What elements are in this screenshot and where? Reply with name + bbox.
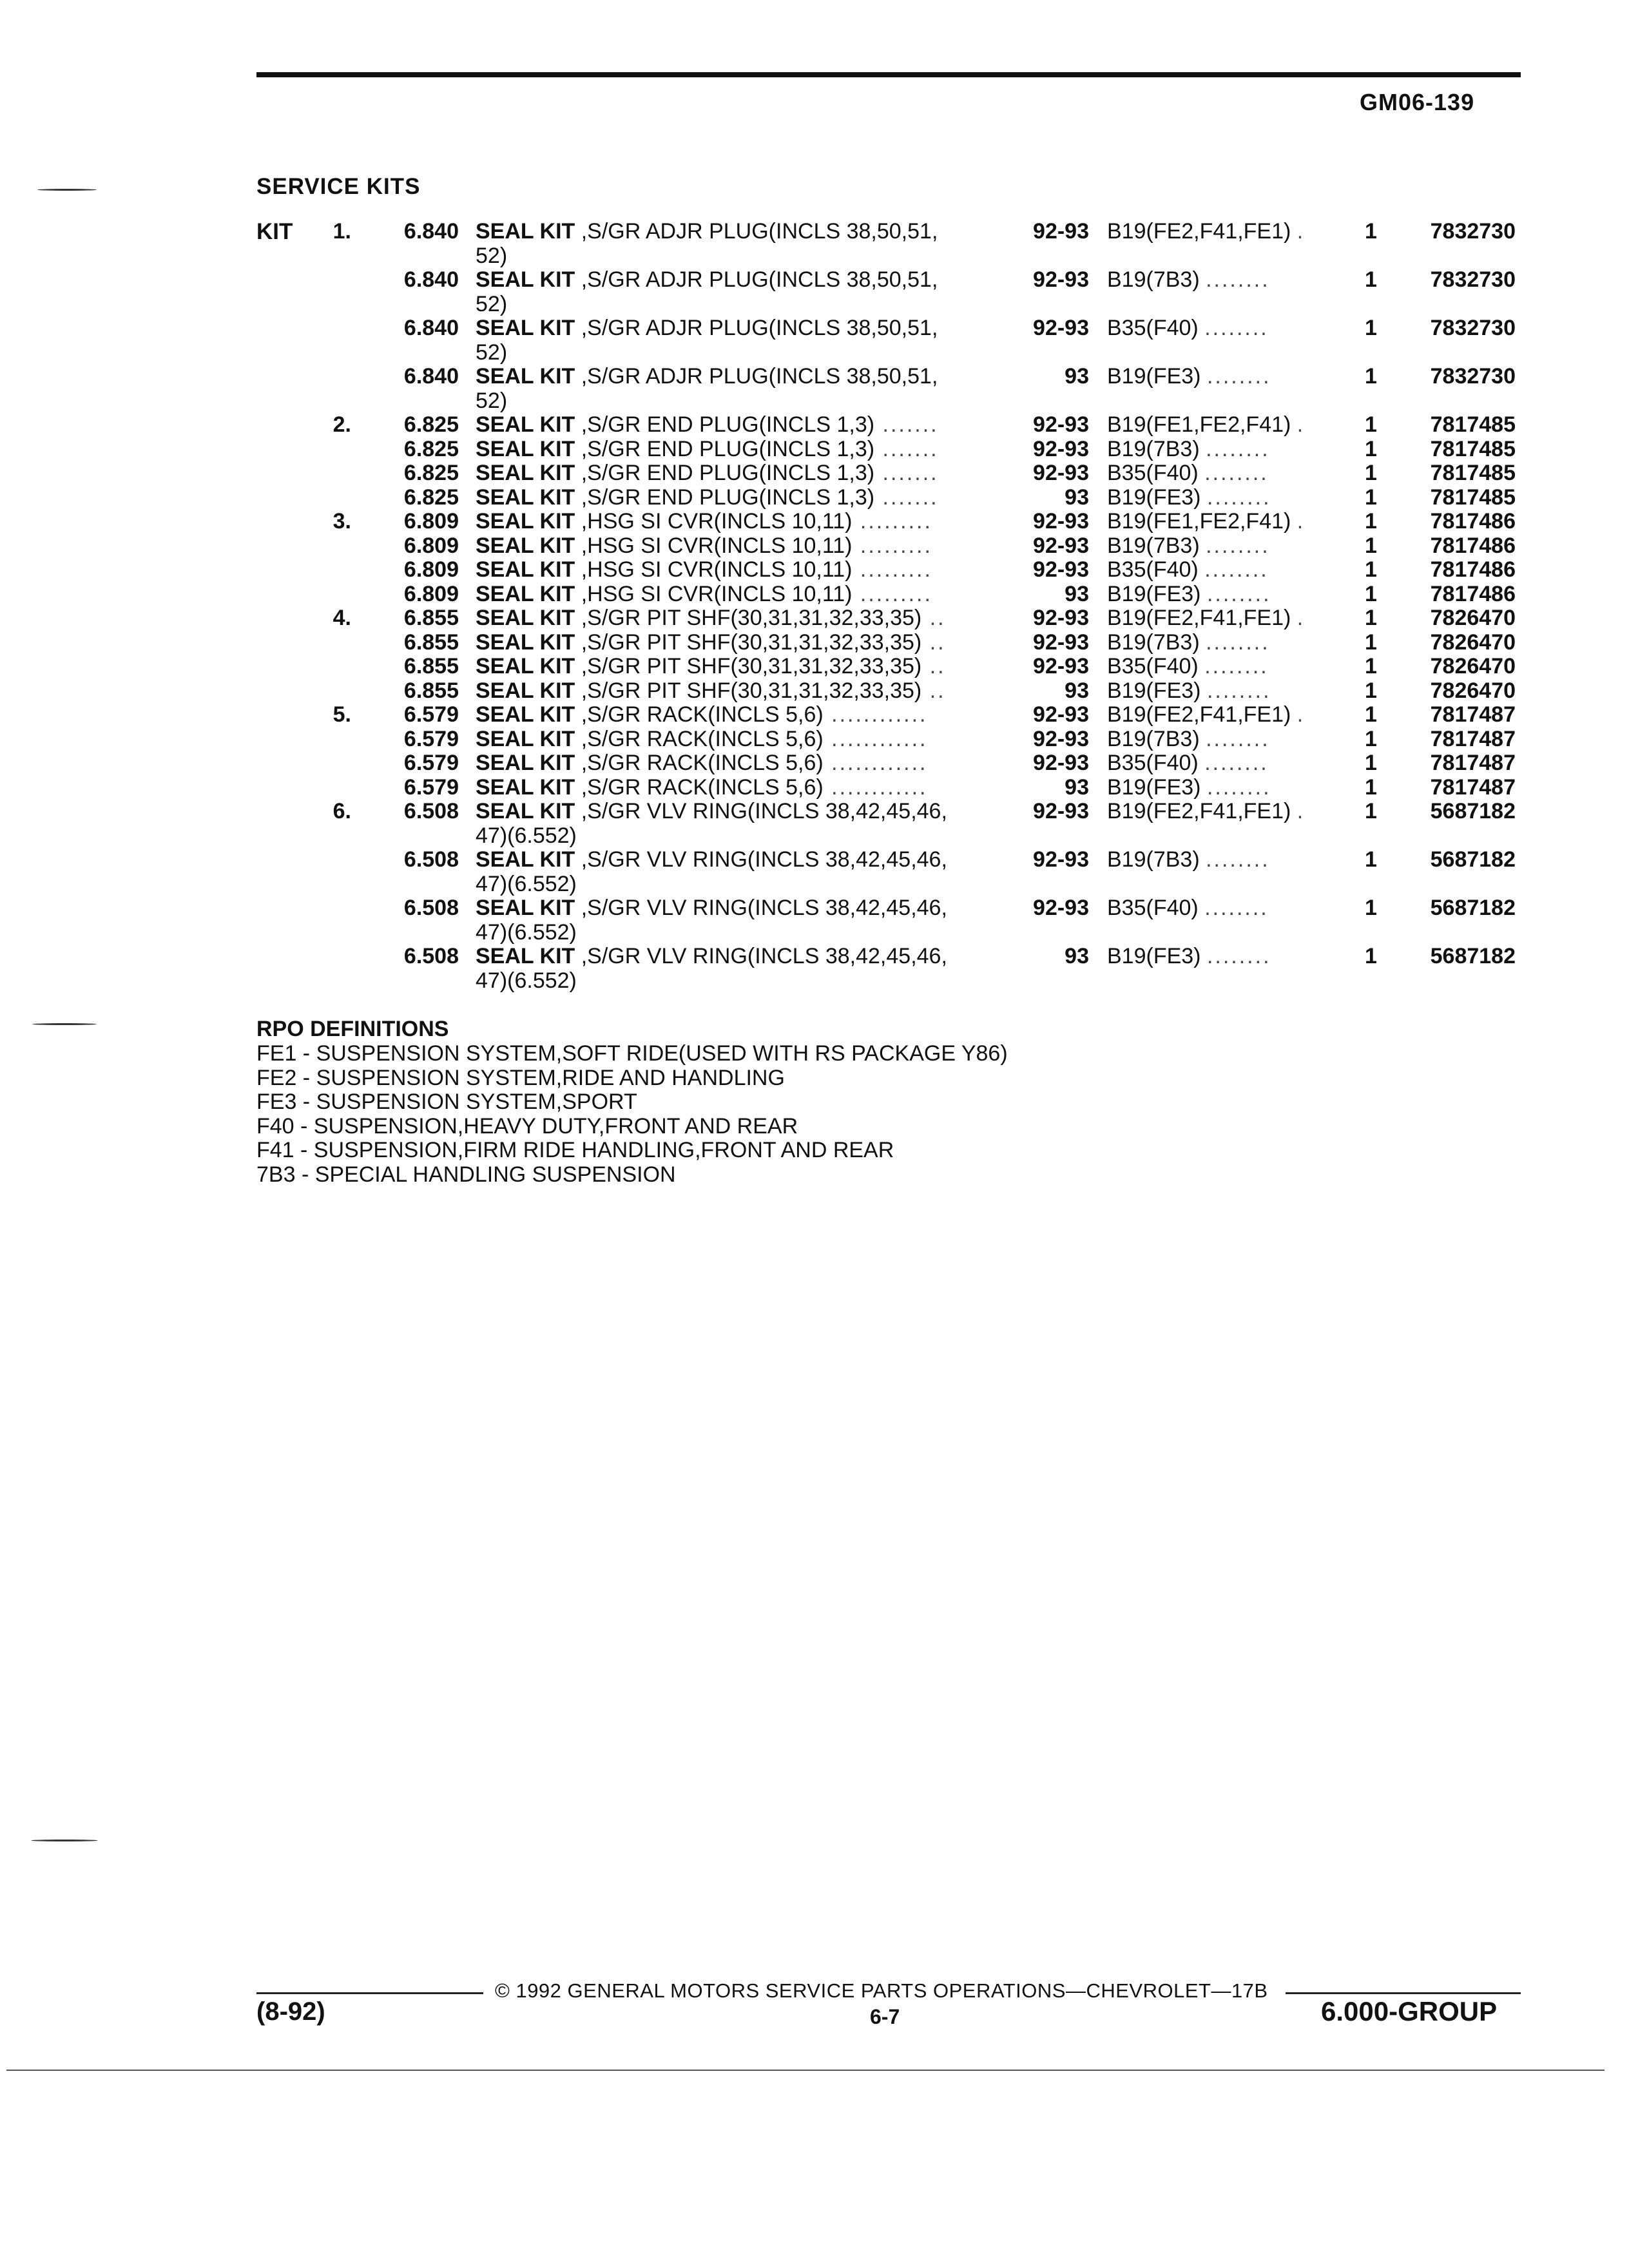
part-description: SEAL KIT ,S/GR RACK(INCLS 5,6) ............	[476, 751, 928, 775]
quantity: 1	[1365, 678, 1377, 703]
table-row	[0, 799, 1629, 848]
part-number: 7826470	[1430, 654, 1516, 678]
part-number: 7817486	[1430, 509, 1516, 533]
usage-model: B19(FE2,F41,FE1) .	[1107, 606, 1306, 630]
part-number: 7832730	[1430, 219, 1516, 244]
model-years: 92-93	[1033, 412, 1089, 437]
rpo-line: FE3 - SUSPENSION SYSTEM,SPORT	[256, 1090, 637, 1114]
quantity: 1	[1365, 774, 1377, 800]
quantity: 1	[1365, 461, 1377, 485]
quantity: 1	[1365, 629, 1377, 655]
kit-item-number: 4.	[333, 606, 351, 630]
kit-item-number: 6.	[333, 799, 351, 823]
quantity: 1	[1365, 654, 1377, 678]
part-number: 7817486	[1430, 557, 1516, 582]
part-number: 7817487	[1430, 751, 1516, 775]
model-years: 92-93	[1033, 509, 1089, 533]
model-years: 92-93	[1033, 267, 1089, 292]
table-row	[0, 847, 1629, 896]
table-row	[0, 702, 1629, 727]
table-row	[0, 509, 1629, 533]
quantity: 1	[1365, 944, 1377, 968]
group-code: 6.809	[403, 581, 459, 606]
footer-page-number: 6-7	[870, 2005, 900, 2028]
part-number: 7826470	[1430, 606, 1516, 630]
model-years: 93	[1065, 485, 1089, 510]
part-description: SEAL KIT ,HSG SI CVR(INCLS 10,11) .........	[476, 557, 932, 582]
quantity: 1	[1365, 219, 1377, 244]
part-number: 7817485	[1430, 485, 1516, 510]
usage-model: B35(F40) ........	[1107, 557, 1269, 582]
model-years: 92-93	[1033, 847, 1089, 872]
group-code: 6.508	[403, 944, 459, 968]
model-years: 92-93	[1033, 436, 1089, 461]
part-description: SEAL KIT ,S/GR PIT SHF(30,31,31,32,33,35) ..	[476, 606, 946, 630]
footer-rule-right	[1286, 1992, 1521, 1994]
rpo-line: FE2 - SUSPENSION SYSTEM,RIDE AND HANDLING	[256, 1065, 785, 1090]
footer-rule-left	[256, 1992, 483, 1994]
model-years: 92-93	[1033, 751, 1089, 775]
group-code: 6.825	[403, 461, 459, 485]
kit-item-number: 5.	[333, 702, 351, 727]
kit-label: KIT	[256, 219, 293, 244]
table-row	[0, 678, 1629, 703]
usage-model: B19(FE3) ........	[1107, 774, 1271, 800]
part-number: 7832730	[1430, 364, 1516, 389]
model-years: 92-93	[1033, 654, 1089, 678]
part-description: SEAL KIT ,S/GR ADJR PLUG(INCLS 38,50,51, 52)	[476, 316, 938, 365]
part-number: 7817485	[1430, 461, 1516, 485]
table-row	[0, 557, 1629, 582]
table-row	[0, 485, 1629, 510]
model-years: 92-93	[1033, 461, 1089, 485]
section-title: SERVICE KITS	[256, 174, 421, 199]
part-description: SEAL KIT ,S/GR PIT SHF(30,31,31,32,33,35) ..	[476, 629, 946, 655]
usage-model: B19(FE2,F41,FE1) .	[1107, 219, 1306, 244]
quantity: 1	[1365, 557, 1377, 582]
table-row	[0, 727, 1629, 751]
footer-date: (8-92)	[256, 1997, 325, 2026]
part-description: SEAL KIT ,S/GR END PLUG(INCLS 1,3) .......	[476, 436, 939, 461]
usage-model: B19(FE3) ........	[1107, 678, 1271, 703]
part-description: SEAL KIT ,S/GR VLV RING(INCLS 38,42,45,46, 47)(6.552)	[476, 944, 947, 993]
table-row	[0, 437, 1629, 461]
rpo-line: F40 - SUSPENSION,HEAVY DUTY,FRONT AND REAR	[256, 1113, 798, 1139]
quantity: 1	[1365, 485, 1377, 510]
quantity: 1	[1365, 896, 1377, 920]
model-years: 92-93	[1033, 557, 1089, 582]
quantity: 1	[1365, 751, 1377, 775]
model-years: 92-93	[1033, 726, 1089, 751]
part-description: SEAL KIT ,S/GR END PLUG(INCLS 1,3) .......	[476, 485, 939, 510]
table-row	[0, 751, 1629, 775]
model-years: 92-93	[1033, 896, 1089, 920]
part-number: 5687182	[1430, 896, 1516, 920]
part-description: SEAL KIT ,S/GR ADJR PLUG(INCLS 38,50,51, 52)	[476, 364, 938, 413]
part-number: 7817485	[1430, 436, 1516, 461]
table-row	[0, 944, 1629, 993]
part-number: 7817486	[1430, 533, 1516, 558]
usage-model: B19(FE2,F41,FE1) .	[1107, 702, 1306, 727]
table-row	[0, 630, 1629, 655]
group-code: 6.809	[403, 509, 459, 533]
table-row	[0, 582, 1629, 606]
rpo-line: F41 - SUSPENSION,FIRM RIDE HANDLING,FRONT AND REAR	[256, 1138, 894, 1162]
quantity: 1	[1365, 509, 1377, 533]
model-years: 93	[1065, 581, 1089, 606]
quantity: 1	[1365, 316, 1377, 340]
part-description: SEAL KIT ,HSG SI CVR(INCLS 10,11) .........	[476, 581, 932, 606]
group-code: 6.579	[403, 774, 459, 800]
table-row	[0, 267, 1629, 316]
part-number: 7832730	[1430, 316, 1516, 340]
model-years: 92-93	[1033, 606, 1089, 630]
group-code: 6.840	[403, 219, 459, 244]
part-description: SEAL KIT ,S/GR PIT SHF(30,31,31,32,33,35) ..	[476, 654, 946, 678]
table-row	[0, 775, 1629, 800]
part-description: SEAL KIT ,S/GR RACK(INCLS 5,6) ............	[476, 726, 928, 751]
quantity: 1	[1365, 436, 1377, 461]
usage-model: B19(FE3) ........	[1107, 364, 1271, 389]
part-number: 7817487	[1430, 774, 1516, 800]
part-number: 7832730	[1430, 267, 1516, 292]
part-description: SEAL KIT ,HSG SI CVR(INCLS 10,11) .........	[476, 509, 932, 533]
usage-model: B19(FE2,F41,FE1) .	[1107, 799, 1306, 823]
model-years: 93	[1065, 364, 1089, 389]
part-number: 5687182	[1430, 799, 1516, 823]
part-description: SEAL KIT ,S/GR ADJR PLUG(INCLS 38,50,51, 52)	[476, 267, 938, 316]
group-code: 6.579	[403, 751, 459, 775]
part-number: 7826470	[1430, 629, 1516, 655]
usage-model: B35(F40) ........	[1107, 461, 1269, 485]
binder-mark	[37, 189, 97, 191]
usage-model: B19(7B3) ........	[1107, 629, 1270, 655]
usage-model: B19(7B3) ........	[1107, 726, 1270, 751]
model-years: 92-93	[1033, 316, 1089, 340]
quantity: 1	[1365, 533, 1377, 558]
usage-model: B35(F40) ........	[1107, 896, 1269, 920]
part-number: 7817486	[1430, 581, 1516, 606]
part-description: SEAL KIT ,S/GR VLV RING(INCLS 38,42,45,46, 47)(6.552)	[476, 799, 947, 848]
group-code: 6.579	[403, 726, 459, 751]
group-code: 6.855	[403, 606, 459, 630]
usage-model: B19(7B3) ........	[1107, 847, 1270, 872]
group-code: 6.825	[403, 412, 459, 437]
usage-model: B19(7B3) ........	[1107, 533, 1270, 558]
group-code: 6.840	[403, 267, 459, 292]
model-years: 92-93	[1033, 799, 1089, 823]
footer-group: 6.000-GROUP	[1321, 1996, 1498, 2026]
rpo-title: RPO DEFINITIONS	[256, 1017, 449, 1041]
usage-model: B19(7B3) ........	[1107, 267, 1270, 292]
quantity: 1	[1365, 267, 1377, 292]
part-description: SEAL KIT ,S/GR END PLUG(INCLS 1,3) .......	[476, 412, 939, 437]
group-code: 6.579	[403, 702, 459, 727]
part-description: SEAL KIT ,S/GR VLV RING(INCLS 38,42,45,46, 47)(6.552)	[476, 847, 947, 896]
part-number: 7826470	[1430, 678, 1516, 703]
group-code: 6.825	[403, 485, 459, 510]
kit-item-number: 2.	[333, 412, 351, 437]
table-row	[0, 654, 1629, 678]
quantity: 1	[1365, 606, 1377, 630]
part-number: 5687182	[1430, 944, 1516, 968]
group-code: 6.855	[403, 678, 459, 703]
part-description: SEAL KIT ,S/GR END PLUG(INCLS 1,3) .......	[476, 461, 939, 485]
part-description: SEAL KIT ,S/GR ADJR PLUG(INCLS 38,50,51, 52)	[476, 219, 938, 268]
part-description: SEAL KIT ,S/GR RACK(INCLS 5,6) ............	[476, 702, 928, 727]
group-code: 6.855	[403, 654, 459, 678]
kit-item-number: 1.	[333, 219, 351, 244]
part-description: SEAL KIT ,HSG SI CVR(INCLS 10,11) .........	[476, 533, 932, 558]
quantity: 1	[1365, 702, 1377, 727]
group-code: 6.809	[403, 533, 459, 558]
part-description: SEAL KIT ,S/GR RACK(INCLS 5,6) ............	[476, 774, 928, 800]
usage-model: B35(F40) ........	[1107, 751, 1269, 775]
group-code: 6.855	[403, 629, 459, 655]
rpo-line: FE1 - SUSPENSION SYSTEM,SOFT RIDE(USED WITH RS PACKAGE Y86)	[256, 1041, 1008, 1066]
usage-model: B19(FE3) ........	[1107, 944, 1271, 968]
part-number: 7817485	[1430, 412, 1516, 437]
usage-model: B19(FE1,FE2,F41) .	[1107, 509, 1306, 533]
model-years: 93	[1065, 774, 1089, 800]
quantity: 1	[1365, 726, 1377, 751]
rpo-line: 7B3 - SPECIAL HANDLING SUSPENSION	[256, 1162, 676, 1187]
part-number: 7817487	[1430, 726, 1516, 751]
quantity: 1	[1365, 847, 1377, 872]
usage-model: B35(F40) ........	[1107, 654, 1269, 678]
usage-model: B19(7B3) ........	[1107, 436, 1270, 461]
quantity: 1	[1365, 412, 1377, 437]
page-id: GM06-139	[1360, 89, 1475, 115]
footer-copyright: © 1992 GENERAL MOTORS SERVICE PARTS OPERATIONS—CHEVROLET—17B	[495, 1979, 1268, 2002]
group-code: 6.508	[403, 847, 459, 872]
quantity: 1	[1365, 799, 1377, 823]
table-row	[0, 219, 1629, 268]
model-years: 92-93	[1033, 219, 1089, 244]
usage-model: B35(F40) ........	[1107, 316, 1269, 340]
bottom-scan-line	[6, 2070, 1605, 2071]
group-code: 6.508	[403, 799, 459, 823]
table-row	[0, 316, 1629, 365]
kit-item-number: 3.	[333, 509, 351, 533]
table-row	[0, 606, 1629, 630]
group-code: 6.508	[403, 896, 459, 920]
model-years: 92-93	[1033, 629, 1089, 655]
part-number: 5687182	[1430, 847, 1516, 872]
group-code: 6.825	[403, 436, 459, 461]
group-code: 6.809	[403, 557, 459, 582]
usage-model: B19(FE1,FE2,F41) .	[1107, 412, 1306, 437]
quantity: 1	[1365, 364, 1377, 389]
table-row	[0, 896, 1629, 945]
binder-mark	[31, 1840, 98, 1841]
model-years: 92-93	[1033, 533, 1089, 558]
usage-model: B19(FE3) ........	[1107, 581, 1271, 606]
part-description: SEAL KIT ,S/GR PIT SHF(30,31,31,32,33,35) ..	[476, 678, 946, 703]
model-years: 92-93	[1033, 702, 1089, 727]
group-code: 6.840	[403, 316, 459, 340]
usage-model: B19(FE3) ........	[1107, 485, 1271, 510]
part-description: SEAL KIT ,S/GR VLV RING(INCLS 38,42,45,46, 47)(6.552)	[476, 896, 947, 945]
group-code: 6.840	[403, 364, 459, 389]
binder-mark	[32, 1023, 97, 1025]
quantity: 1	[1365, 581, 1377, 606]
table-row	[0, 533, 1629, 558]
table-row	[0, 364, 1629, 413]
part-number: 7817487	[1430, 702, 1516, 727]
model-years: 93	[1065, 678, 1089, 703]
table-row	[0, 412, 1629, 437]
model-years: 93	[1065, 944, 1089, 968]
header-rule	[256, 72, 1521, 77]
table-row	[0, 461, 1629, 485]
